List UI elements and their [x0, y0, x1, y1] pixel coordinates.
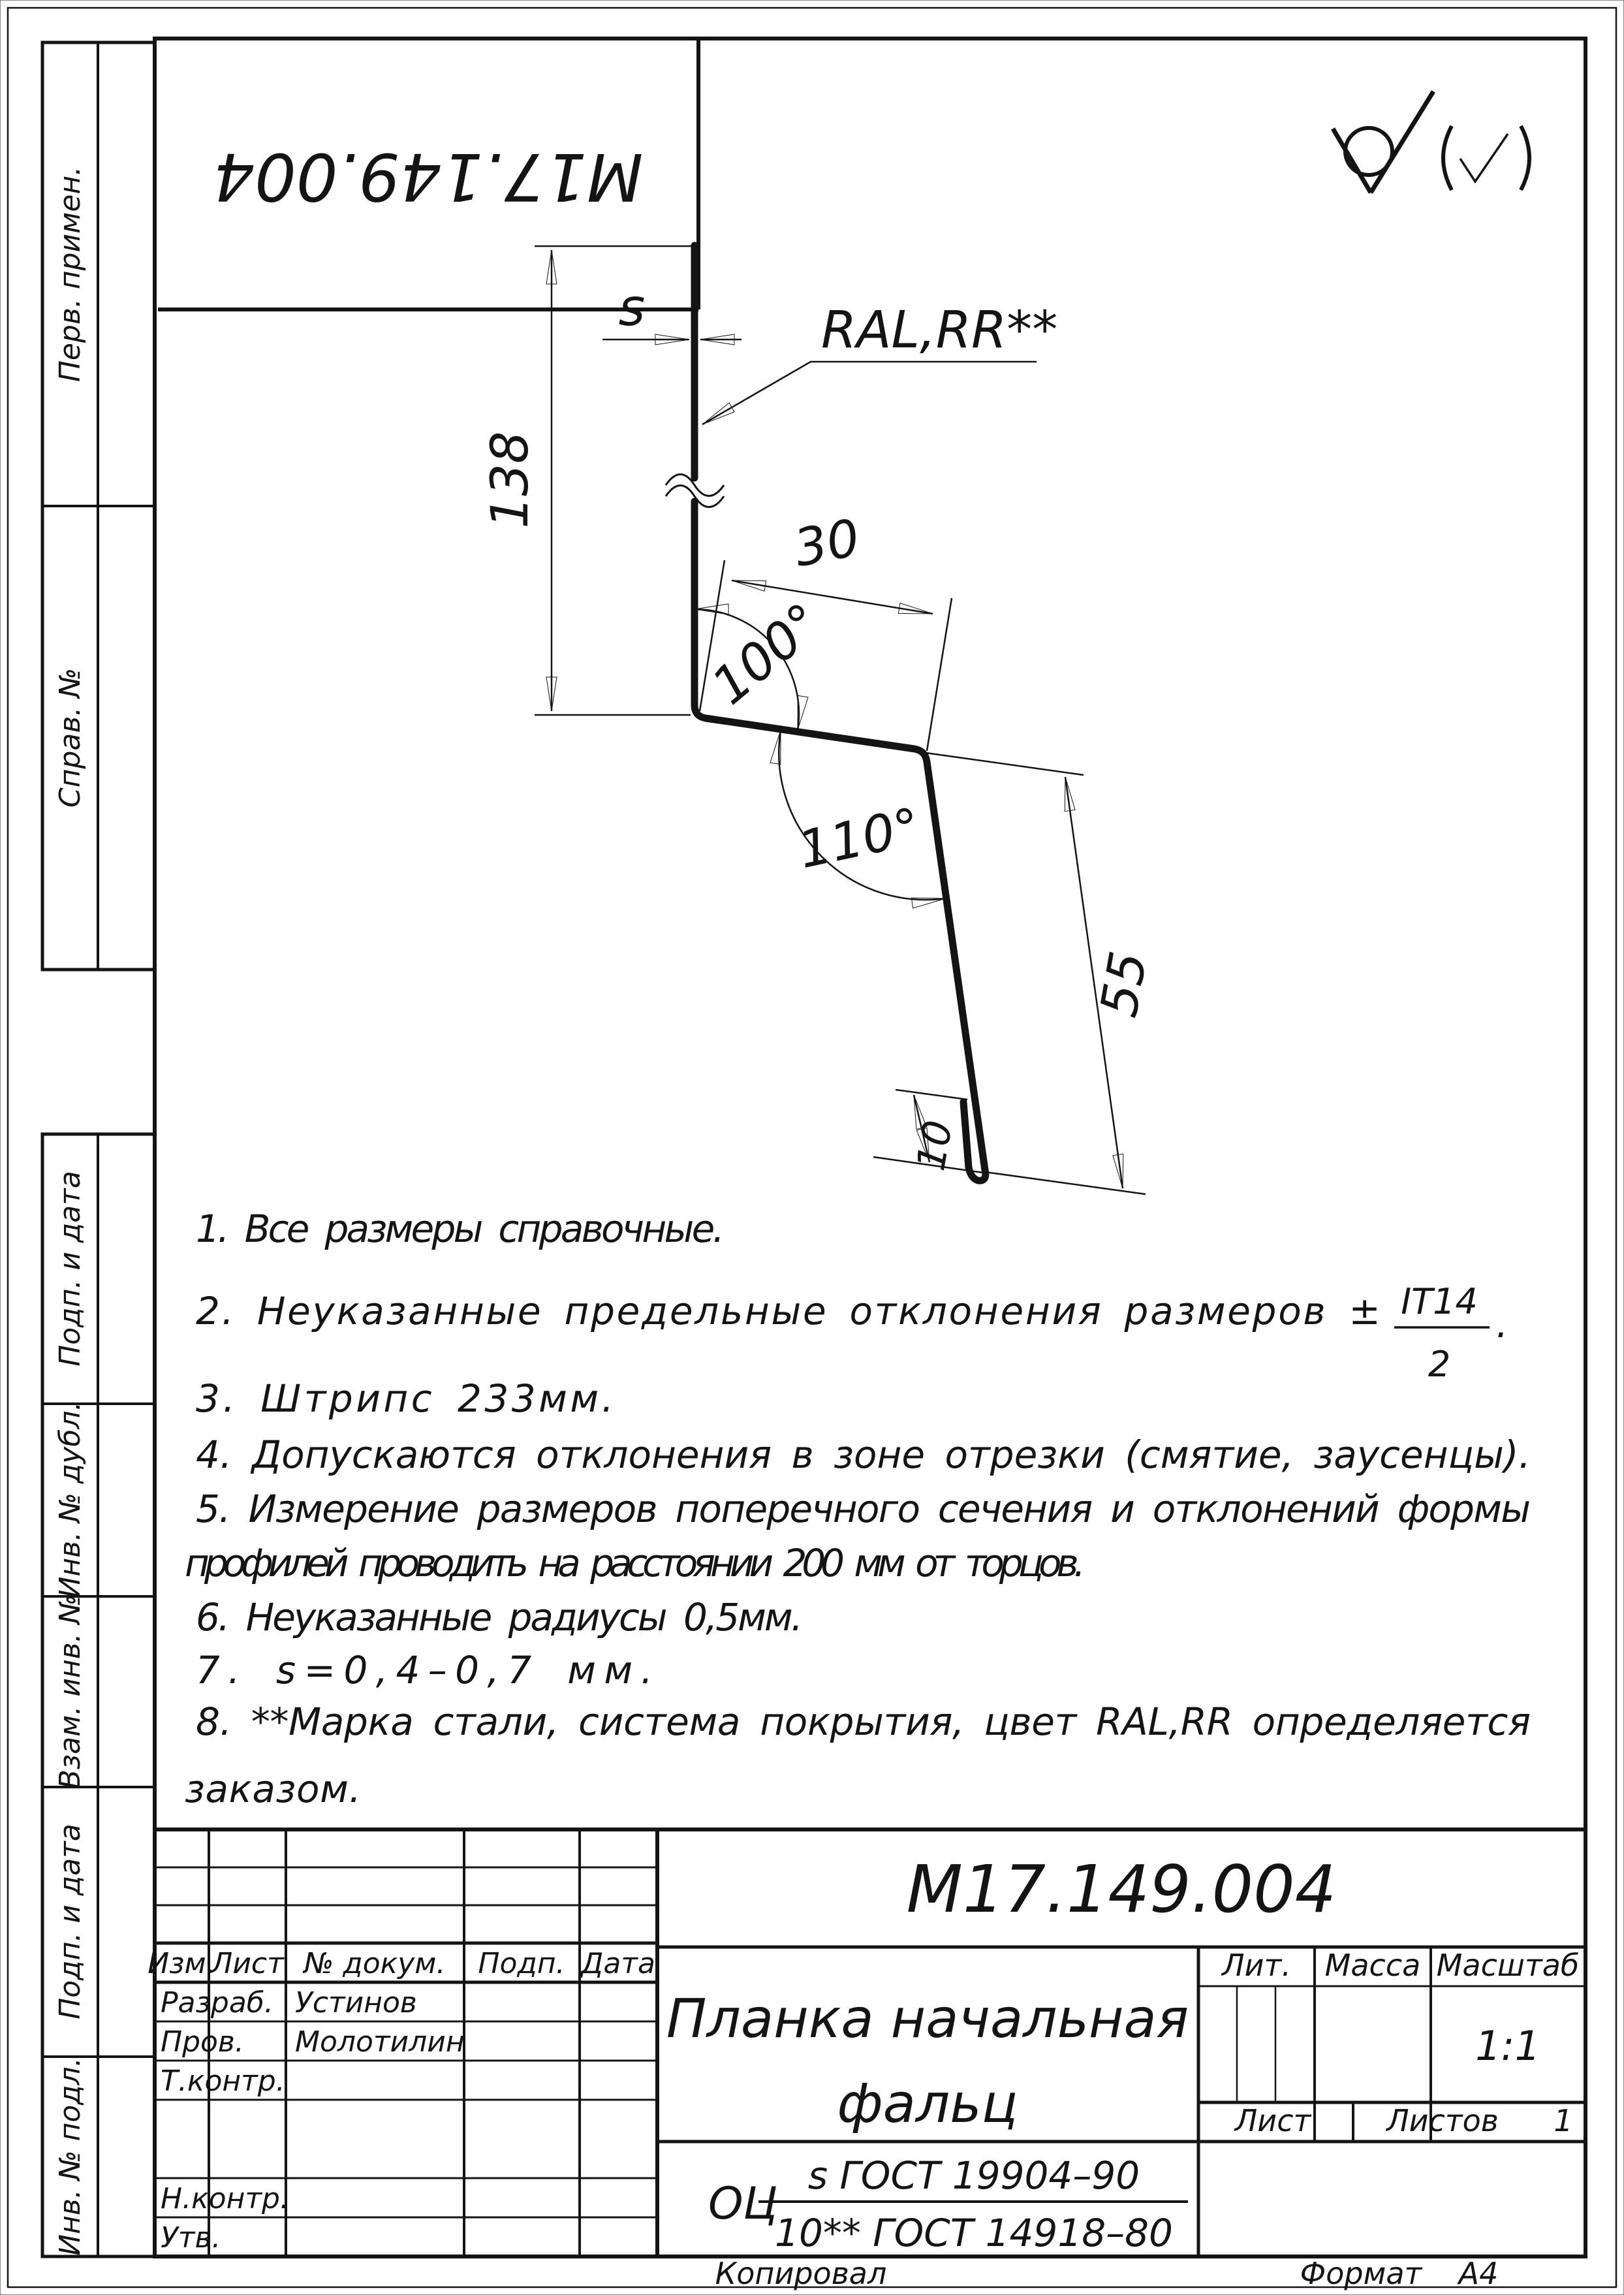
- margin-label-podp-data-2: Подп. и дата: [54, 1824, 87, 2019]
- scale-value: 1:1: [1475, 2022, 1540, 2070]
- coating-leader-line: [702, 362, 1037, 424]
- person-razrab: Устинов: [295, 1986, 417, 2019]
- margin-label-sprav-no: Справ. №: [54, 667, 87, 808]
- note-2-period: .: [1496, 1302, 1508, 1346]
- header-lit: Лит.: [1222, 1948, 1291, 1983]
- roughness-check-icon: [1371, 91, 1433, 193]
- note-7: 7. s=0,4–0,7 мм.: [196, 1648, 653, 1692]
- note-5-line1: 5. Измерение размеров поперечного сечения и отклонений формы: [196, 1487, 1531, 1531]
- margin-label-podp-data-1: Подп. и дата: [54, 1171, 87, 1367]
- title-block: [148, 1829, 1585, 2256]
- note-2: 2. Неуказанные предельные отклонения размеров ±: [196, 1289, 1381, 1333]
- header-list-number: Лист: [1234, 2103, 1311, 2138]
- dim-line-30: [732, 580, 933, 614]
- roughness-check-icon: [1333, 129, 1371, 193]
- note-5-line2: профилей проводить на расстоянии 200 мм от торцов.: [185, 1541, 1085, 1585]
- col-header-podp: Подп.: [478, 1947, 565, 1980]
- profile-section: [666, 245, 986, 1180]
- col-header-dokum: № докум.: [304, 1947, 446, 1980]
- part-name-line1: Планка начальная: [666, 1988, 1189, 2050]
- margin-label-vzam-inv: Взам. инв. №: [54, 1594, 87, 1790]
- margin-label-inv-dubl: Инв. № дубл.: [54, 1401, 87, 1598]
- note-3: 3. Штрипс 233мм.: [196, 1376, 614, 1421]
- roughness-circle-icon: [1345, 128, 1392, 175]
- row-label-tkontr: Т.контр.: [161, 2065, 285, 2098]
- row-label-prov: Пров.: [161, 2025, 244, 2059]
- left-margin-table-upper: [42, 42, 155, 970]
- dim-text-138: 138: [481, 431, 540, 529]
- paren-right-icon: [1521, 126, 1529, 190]
- copied-label: Копировал: [715, 2256, 887, 2291]
- row-label-nkontr: Н.контр.: [161, 2182, 289, 2215]
- dim-text-110deg: 110°: [793, 797, 926, 881]
- format-value: А4: [1458, 2256, 1499, 2291]
- col-header-data: Дата: [581, 1947, 655, 1980]
- note-4: 4. Допускаются отклонения в зоне отрезки (смятие, заусенцы).: [196, 1432, 1531, 1477]
- drawing-frame: [155, 39, 1585, 2256]
- header-masshtab: Масштаб: [1436, 1948, 1580, 1983]
- row-label-utv: Утв.: [161, 2221, 221, 2255]
- note-2-fraction-denominator: 2: [1428, 1344, 1451, 1385]
- surface-roughness-symbol: [1333, 91, 1529, 193]
- material-denominator: 10** ГОСТ 14918–80: [775, 2211, 1173, 2255]
- dim-text-100deg: 100°: [701, 592, 834, 716]
- dim-text-s: s: [618, 279, 646, 338]
- dim-text-10: 10: [908, 1116, 962, 1175]
- technical-notes: [185, 1207, 1531, 1811]
- sheets-count-value: 1: [1554, 2103, 1573, 2138]
- note-8-line1: 8. **Марка стали, система покрытия, цвет RAL,RR определяется: [196, 1700, 1531, 1744]
- top-designation-stamp: [158, 39, 698, 309]
- part-name-line2: фальц: [837, 2073, 1018, 2135]
- row-label-razrab: Разраб.: [161, 1986, 273, 2019]
- dim-text-30: 30: [789, 508, 865, 579]
- paren-left-icon: [1443, 126, 1452, 190]
- sheet-outer-border: [8, 8, 1616, 2287]
- note-8-line2: заказом.: [185, 1767, 361, 1811]
- material-prefix: ОЦ: [708, 2178, 778, 2230]
- note-2-fraction-numerator: IT14: [1401, 1281, 1478, 1322]
- titleblock-designation: М17.149.004: [906, 1851, 1337, 1927]
- bottom-strip: [715, 2256, 1499, 2291]
- material-numerator: s ГОСТ 19904–90: [807, 2153, 1140, 2198]
- margin-label-inv-podl: Инв. № подл.: [54, 2057, 87, 2256]
- note-1: 1. Все размеры справочные.: [196, 1207, 725, 1251]
- extension-line: [926, 753, 1084, 775]
- header-massa: Масса: [1324, 1948, 1421, 1983]
- extension-line: [896, 1090, 967, 1100]
- col-header-list: Лист: [211, 1947, 284, 1980]
- person-prov: Молотилин: [295, 2025, 465, 2059]
- extension-line: [927, 598, 952, 751]
- margin-label-perv-primen: Перв. примен.: [54, 166, 87, 383]
- note-6: 6. Неуказанные радиусы 0,5мм.: [196, 1595, 803, 1639]
- dim-text-55: 55: [1089, 947, 1159, 1022]
- dimensions: [481, 246, 1159, 1194]
- header-listov: Листов: [1386, 2103, 1499, 2138]
- coating-label: RAL,RR**: [821, 301, 1058, 360]
- col-header-izm: Изм.: [148, 1947, 215, 1980]
- roughness-check-small-icon: [1460, 134, 1508, 182]
- left-margin-table-lower: [42, 1134, 155, 2256]
- format-label: Формат: [1300, 2256, 1422, 2291]
- stamp-designation-rotated: М17.149.004: [213, 138, 644, 215]
